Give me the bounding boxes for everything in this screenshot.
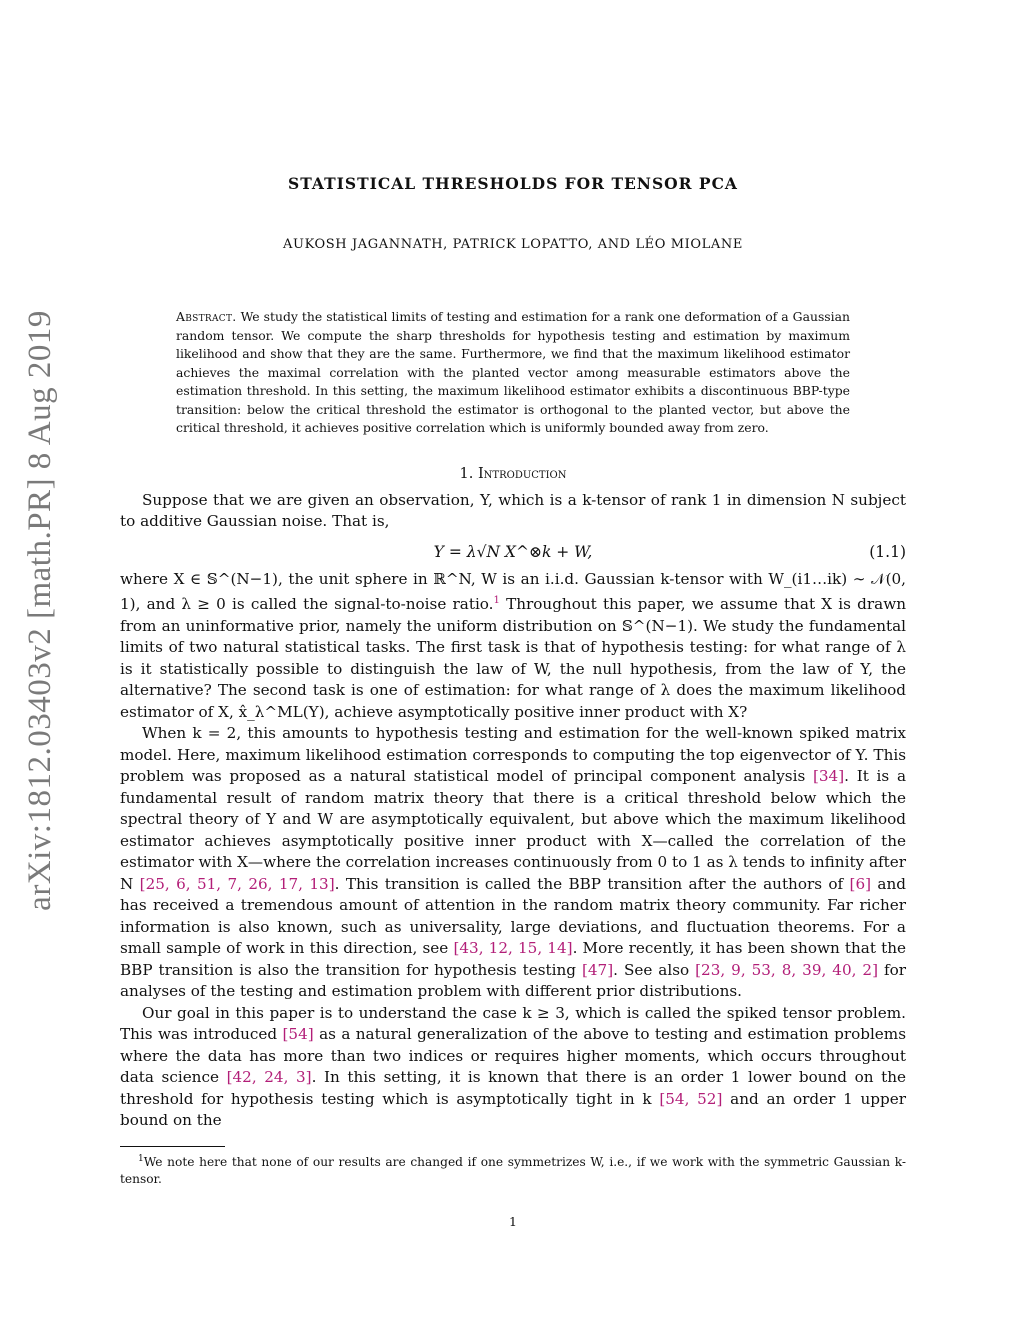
equation-1-1 bbox=[120, 543, 906, 561]
paper-authors: AUKOSH JAGANNATH, PATRICK LOPATTO, AND LÉO MIOLANE bbox=[283, 237, 743, 252]
paragraph-3-text: . This transition is called the BBP transition after the authors of bbox=[334, 874, 850, 893]
page-number: 1 bbox=[509, 1213, 517, 1229]
equation-number: (1.1) bbox=[869, 542, 906, 561]
paragraph-3-text: for analyses of the testing and estimation problem with different prior distributions. bbox=[120, 960, 906, 1001]
paragraph-3-text: . It is a fundamental result of random matrix theory that there is a critical threshold below which the spectral theory of Y and W are asymptotically equivalent, but above which the maximum likelihood estimator achieves asymptotically positive inner product with X—called the correlation of the estimator with X—where the correlation increases continuously from 0 to 1 as λ tends to infinity after N bbox=[120, 767, 906, 893]
citation-link[interactable]: [6] bbox=[849, 874, 872, 893]
paragraph-3 bbox=[120, 723, 906, 1003]
paragraph-4-text: as a natural generalization of the above to testing and estimation problems where the data has more than two indices or requires higher moments, which occurs throughout data science bbox=[120, 1025, 906, 1087]
paragraph-3-text: . More recently, it has been shown that the BBP transition is also the transition for hypothesis testing bbox=[120, 939, 906, 979]
section-title: Introduction bbox=[477, 465, 567, 482]
citation-link[interactable]: [34] bbox=[812, 767, 845, 786]
footnote-mark: 1 bbox=[138, 1153, 144, 1164]
arxiv-sidebar bbox=[14, 300, 66, 920]
footnote-rule bbox=[120, 1146, 225, 1147]
footnote-link[interactable]: 1 bbox=[493, 595, 500, 606]
paragraph-4-text: Our goal in this paper is to understand the case k ≥ 3, which is called the spiked tensor problem. This was introduced bbox=[120, 1003, 906, 1044]
citation-link[interactable]: [42, 24, 3] bbox=[226, 1068, 312, 1087]
paragraph-2-text-b: Throughout this paper, we assume that X is drawn from an uninformative prior, namely the uniform distribution on 𝕊^(N−1). We study the fundamental limits of two natural statistical tasks. The first task is that of hypothesis testing: for what range of λ is it statistically possible to distinguish the law of W, the null hypothesis, from the law of Y, the alternative? The second task is one of estimation: for what range of λ does the maximum likelihood estimator of X, x̂_λ^ML(Y), achieve asymptotically positive inner product with X? bbox=[120, 595, 906, 721]
paragraph-1: Suppose that we are given an observation, Y, which is a k-tensor of rank 1 in dimension N subject to additive Gaussian noise. That is, bbox=[120, 490, 906, 530]
paper-title: STATISTICAL THRESHOLDS FOR TENSOR PCA bbox=[288, 174, 738, 193]
paragraph-3-text: and has received a tremendous amount of attention in the random matrix theory community. Far richer information is also known, such as universality, large deviations, and fluctuation theorems. For a small sample of work in this direction, see bbox=[120, 874, 906, 958]
paper-page bbox=[120, 170, 906, 1229]
citation-link[interactable]: [43, 12, 15, 14] bbox=[453, 939, 573, 958]
citation-link[interactable]: [25, 6, 51, 7, 26, 17, 13] bbox=[139, 874, 335, 893]
paragraph-3-text: . See also bbox=[613, 960, 696, 979]
paragraph-4-text: . In this setting, it is known that there is an order 1 lower bound on the threshold for hypothesis testing which is asymptotically tight in k bbox=[120, 1068, 907, 1108]
citation-link[interactable]: [47] bbox=[581, 960, 614, 979]
abstract-label: Abstract. bbox=[176, 309, 237, 324]
paragraph-4 bbox=[120, 1003, 906, 1132]
abstract bbox=[176, 308, 850, 438]
arxiv-identifier: arXiv:1812.03403v2 [math.PR] 8 Aug 2019 bbox=[21, 309, 58, 911]
citation-link[interactable]: [54, 52] bbox=[659, 1089, 723, 1108]
paragraph-4-text: and an order 1 upper bound on the bbox=[120, 1089, 906, 1130]
footnote bbox=[120, 1151, 906, 1188]
paragraph-2-text-a: where X ∈ 𝕊^(N−1), the unit sphere in ℝ^N, W is an i.i.d. Gaussian k-tensor with W_(i1…ik) ∼ 𝒩(0, 1), and λ ≥ 0 is called the signal-to-noise ratio. bbox=[120, 569, 906, 614]
equation-body: Y = λ√N X^⊗k + W, bbox=[433, 542, 593, 561]
section-heading bbox=[120, 466, 906, 482]
footnote-text: We note here that none of our results are changed if one symmetrizes W, i.e., if we work with the symmetric Gaussian k-tensor. bbox=[120, 1154, 906, 1186]
paragraph-2 bbox=[120, 569, 906, 724]
abstract-text: We study the statistical limits of testing and estimation for a rank one deformation of a Gaussian random tensor. We compute the sharp thresholds for hypothesis testing and estimation by maximum likelihood and show that they are the same. Furthermore, we find that the maximum likelihood estimator achieves the maximal correlation with the planted vector among measurable estimators above the estimation threshold. In this setting, the maximum likelihood estimator exhibits a discontinuous BBP-type transition: below the critical threshold the estimator is orthogonal to the planted vector, but above the critical threshold, it achieves positive correlation which is uniformly bounded away from zero. bbox=[176, 309, 850, 435]
citation-link[interactable]: [54] bbox=[282, 1025, 314, 1044]
section-number: 1. bbox=[459, 465, 474, 482]
citation-link[interactable]: [23, 9, 53, 8, 39, 40, 2] bbox=[695, 960, 878, 979]
paragraph-3-text: When k = 2, this amounts to hypothesis testing and estimation for the well-known spiked matrix model. Here, maximum likelihood estimation corresponds to computing the top eigenvector of Y. This problem was proposed as a natural statistical model of principal component analysis bbox=[120, 724, 906, 786]
